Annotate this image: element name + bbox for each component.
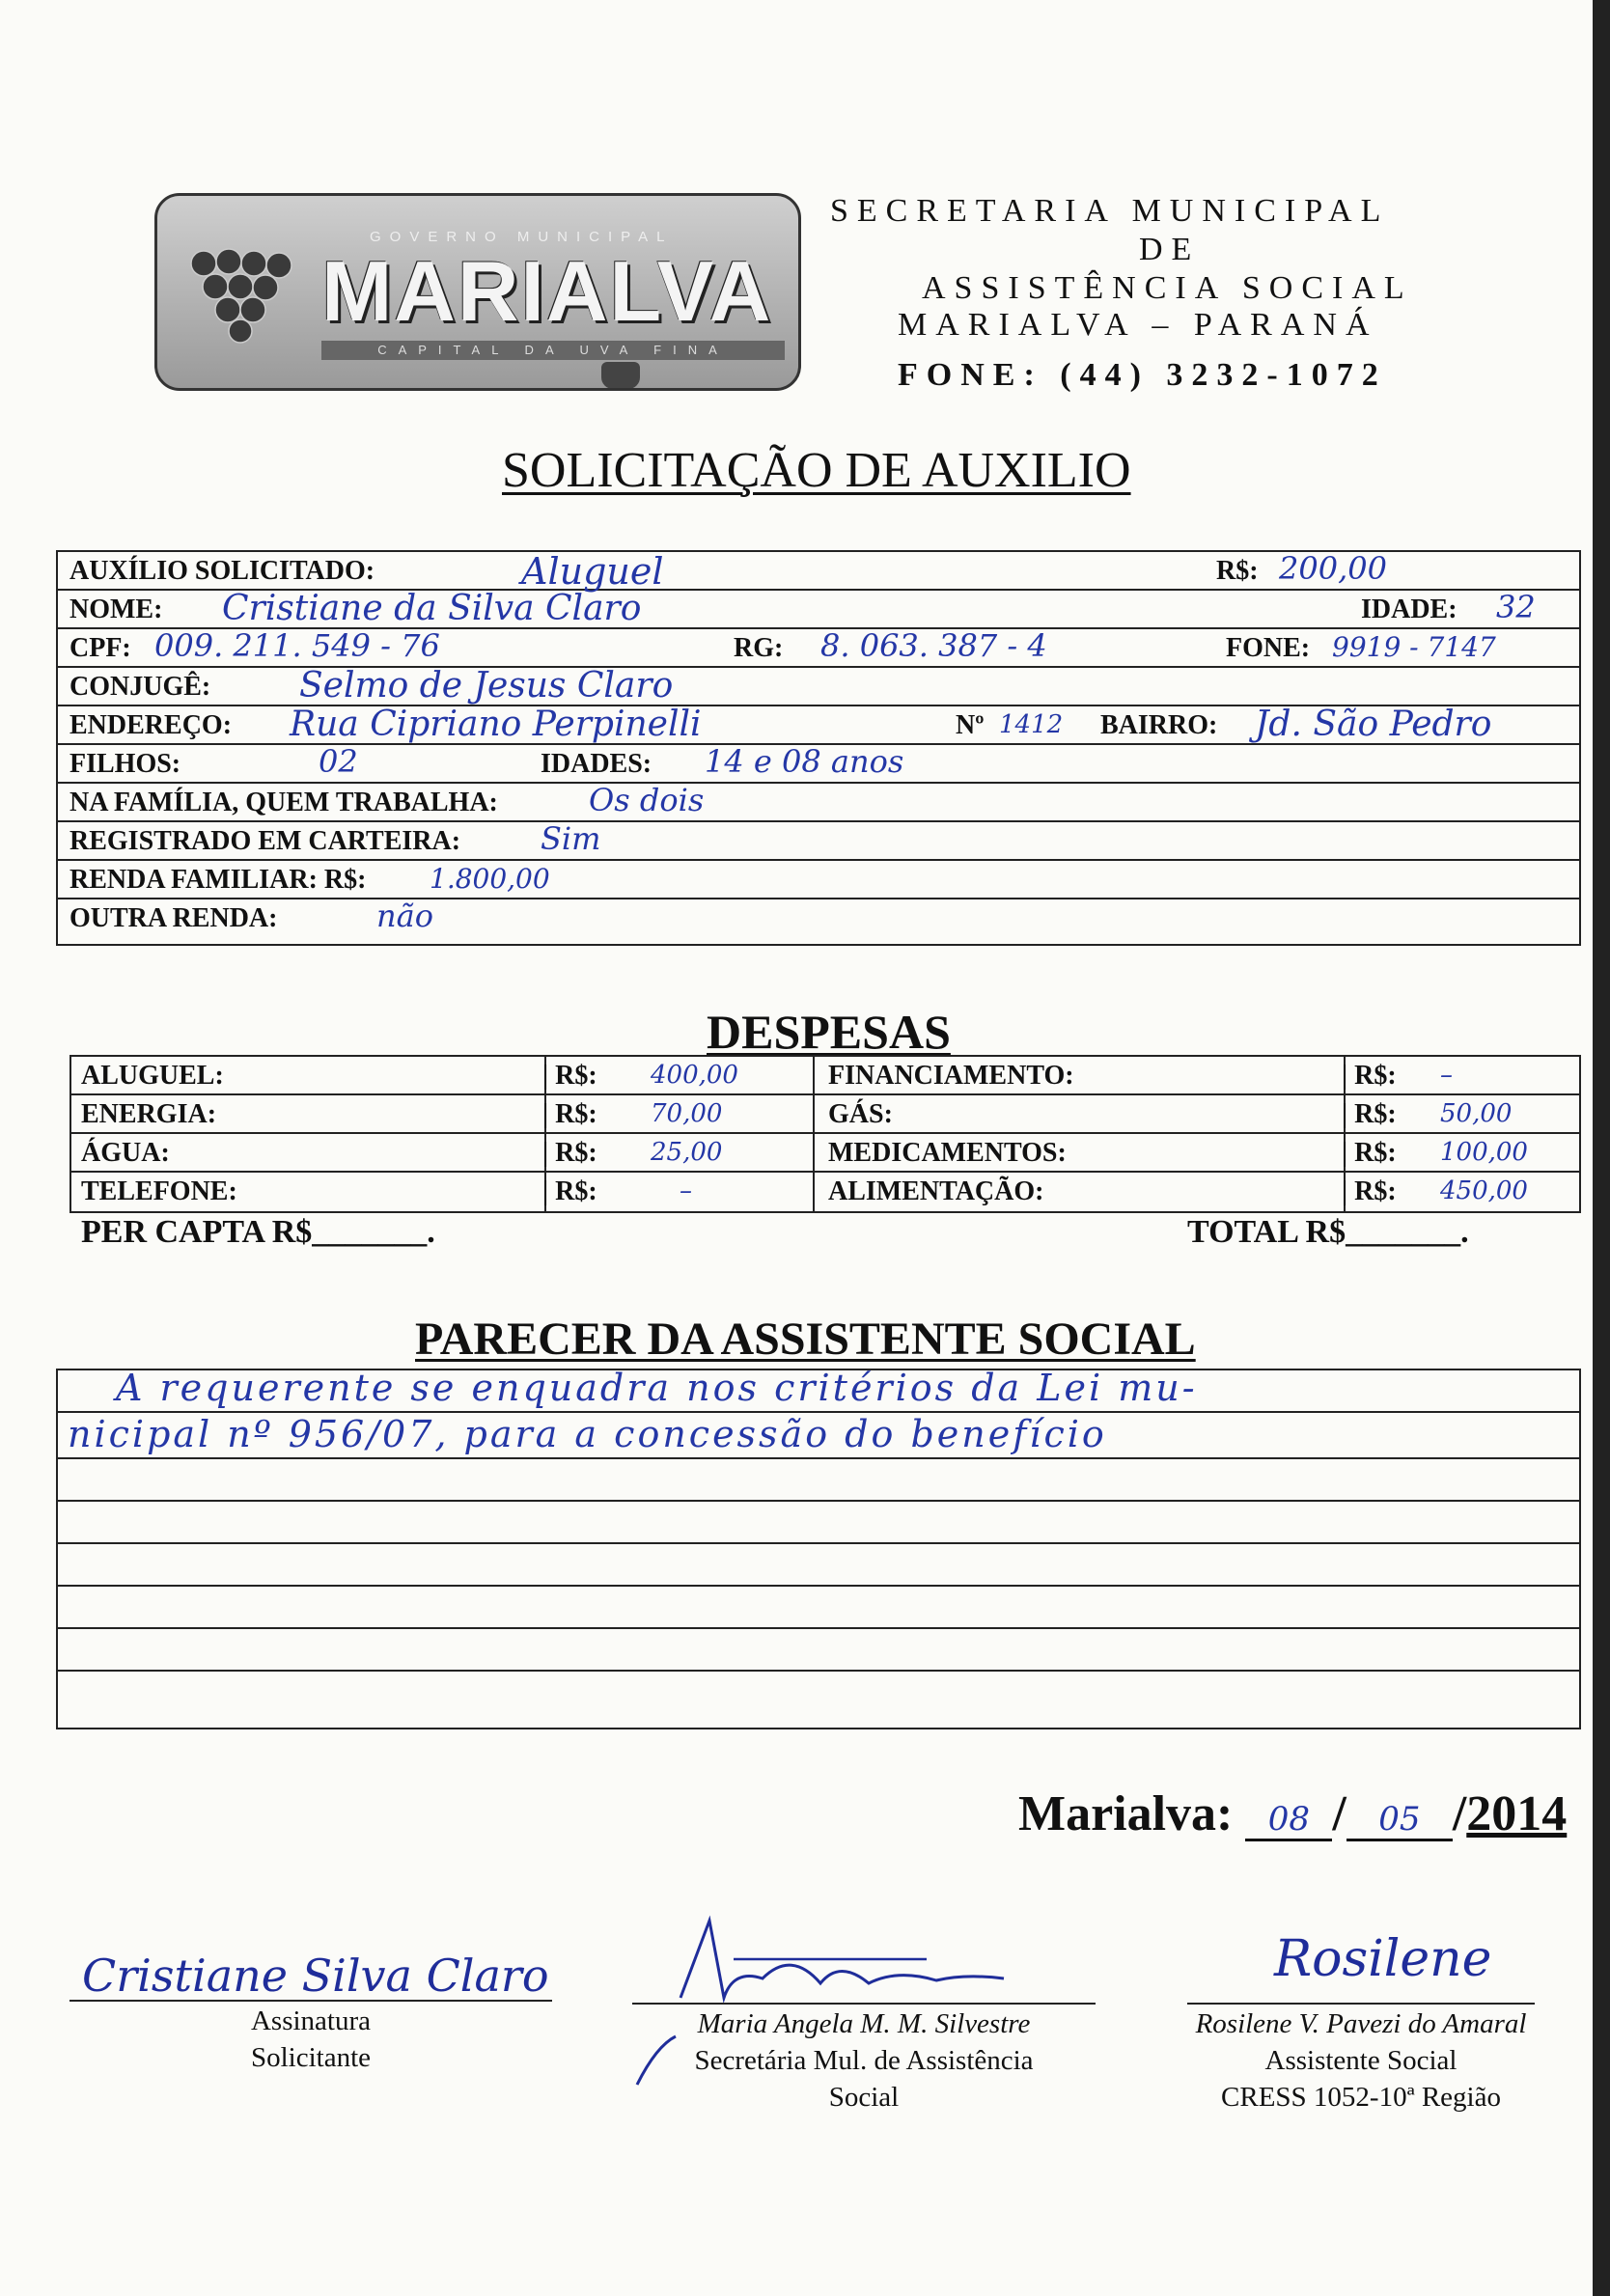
scan-edge [1593,0,1610,2296]
endereco-value: Rua Cipriano Perpinelli [290,705,702,744]
currency-label: | R$: [542,1138,597,1168]
caption-line: Social [828,2082,900,2113]
header-line-2: DE [1139,232,1201,267]
logo-gov-text: GOVERNO MUNICIPAL [370,229,674,245]
grapes-icon [175,235,319,350]
parecer-box [56,1369,1581,1729]
numero-value: 1412 [999,710,1064,739]
conjuge-value: Selmo de Jesus Claro [299,666,674,705]
expense-label: ALIMENTAÇÃO: [828,1176,1044,1206]
date-month: 05 [1346,1800,1453,1841]
header-line-3: ASSISTÊNCIA SOCIAL [922,270,1413,306]
expense-value: 25,00 [651,1138,723,1167]
expenses-table [69,1055,1581,1213]
form-title: SOLICITAÇÃO DE AUXILIO [502,443,1131,498]
idades-label: IDADES: [541,749,652,779]
logo-name: MARIALVA [321,243,773,339]
marialva-logo [154,193,801,391]
trabalha-value: Os dois [589,782,705,818]
rg-label: RG: [734,633,784,663]
date-label: Marialva: [1018,1786,1234,1841]
conjuge-label: CONJUGÊ: [69,672,211,702]
total: TOTAL R$_______. [1187,1214,1469,1250]
cpf-label: CPF: [69,633,131,663]
parecer-line [58,1672,1579,1714]
signature-solicitante: Cristiane Silva Claro [82,1950,549,2002]
idade-value: 32 [1496,589,1536,625]
expense-value: 70,00 [651,1099,723,1128]
signature-line [1187,2003,1535,2005]
idades-value: 14 e 08 anos [705,743,904,780]
date-year: 2014 [1466,1786,1568,1841]
parecer-title: PARECER DA ASSISTENTE SOCIAL [415,1314,1196,1365]
parecer-line [58,1629,1579,1672]
caption-line: Solicitante [250,2042,372,2073]
signature-assistente: Rosilene [1274,1930,1492,1988]
parecer-line [58,1502,1579,1544]
expense-label: ENERGIA: [81,1099,217,1129]
numero-label: Nº [956,710,985,740]
idade-label: IDADE: [1361,595,1457,624]
trabalha-label: NA FAMÍLIA, QUEM TRABALHA: [69,788,498,817]
expense-value: 100,00 [1440,1138,1528,1167]
parecer-line [58,1413,1579,1459]
header-line-4: MARIALVA – PARANÁ [898,307,1378,343]
currency-label: | R$: [1342,1176,1397,1206]
caption-line: Secretária Mul. de Assistência [694,2045,1034,2076]
rs-value: 200,00 [1279,550,1387,587]
logo-tagline: CAPITAL DA UVA FINA [321,341,785,360]
auxilio-value: Aluguel [521,550,664,593]
filhos-label: FILHOS: [69,749,181,779]
renda-label: RENDA FAMILIAR: R$: [69,865,367,895]
expense-label: GÁS: [828,1099,893,1129]
nome-label: NOME: [69,595,163,624]
nome-value: Cristiane da Silva Claro [222,589,642,628]
expense-value: 400,00 [651,1061,738,1090]
caption-line: CRESS 1052-10ª Região [1221,2082,1501,2113]
despesas-title: DESPESAS [707,1005,951,1059]
parecer-text-1: A requerente se enquadra nos critérios da Lei mu- [116,1367,1198,1409]
expense-label: TELEFONE: [81,1176,237,1206]
fone-value: 9919 - 7147 [1332,631,1496,663]
date-day: 08 [1245,1800,1332,1841]
currency-label: | R$: [1342,1099,1397,1129]
parecer-line [58,1459,1579,1502]
rg-value: 8. 063. 387 - 4 [820,627,1047,664]
expense-value: 50,00 [1440,1099,1513,1128]
per-capta: PER CAPTA R$_______. [81,1214,435,1250]
currency-label: | R$: [1342,1138,1397,1168]
signer-name: Maria Angela M. M. Silvestre [697,2008,1031,2039]
expense-label: FINANCIAMENTO: [828,1061,1074,1091]
endereco-label: ENDEREÇO: [69,710,233,740]
signature-line [69,2000,552,2002]
crest-icon [601,362,640,389]
parecer-line [58,1367,1579,1413]
outra-renda-value: não [376,898,433,934]
cpf-value: 009. 211. 549 - 76 [154,627,440,664]
currency-label: | R$: [1342,1061,1397,1091]
parecer-text-2: nicipal nº 956/07, para a concessão do benefício [68,1413,1107,1455]
expense-value: – [680,1176,692,1205]
applicant-form [56,550,1581,946]
expense-label: MEDICAMENTOS: [828,1138,1067,1168]
parecer-line [58,1544,1579,1587]
expense-value: – [1440,1061,1453,1090]
fone-label: FONE: [1226,633,1311,663]
bairro-value: Jd. São Pedro [1255,705,1492,744]
signer-name: Rosilene V. Pavezi do Amaral [1195,2008,1527,2039]
signature-line [632,2003,1096,2005]
auxilio-label: AUXÍLIO SOLICITADO: [69,556,375,586]
carteira-label: REGISTRADO EM CARTEIRA: [69,826,461,856]
expense-value: 450,00 [1440,1176,1528,1205]
currency-label: | R$: [542,1061,597,1091]
expense-label: ÁGUA: [81,1138,170,1168]
rs-label: R$: [1216,556,1259,586]
parecer-line [58,1587,1579,1629]
signature-caption [1139,2006,1583,2116]
header-line-1: SECRETARIA MUNICIPAL [830,193,1390,229]
currency-label: | R$: [542,1176,597,1206]
renda-value: 1.800,00 [430,863,550,895]
expense-label: ALUGUEL: [81,1061,224,1091]
caption-line: Assinatura [250,2006,372,2036]
signature-caption [69,2003,552,2076]
caption-line: Assistente Social [1264,2045,1457,2076]
filhos-value: 02 [319,743,358,780]
bairro-label: BAIRRO: [1100,710,1218,740]
date-line: Marialva: 08 / 05 /2014 [1018,1786,1568,1841]
currency-label: | R$: [542,1099,597,1129]
outra-renda-label: OUTRA RENDA: [69,903,278,933]
header-phone: FONE: (44) 3232-1072 [898,357,1387,393]
carteira-value: Sim [541,820,601,857]
signature-caption [613,2006,1115,2116]
